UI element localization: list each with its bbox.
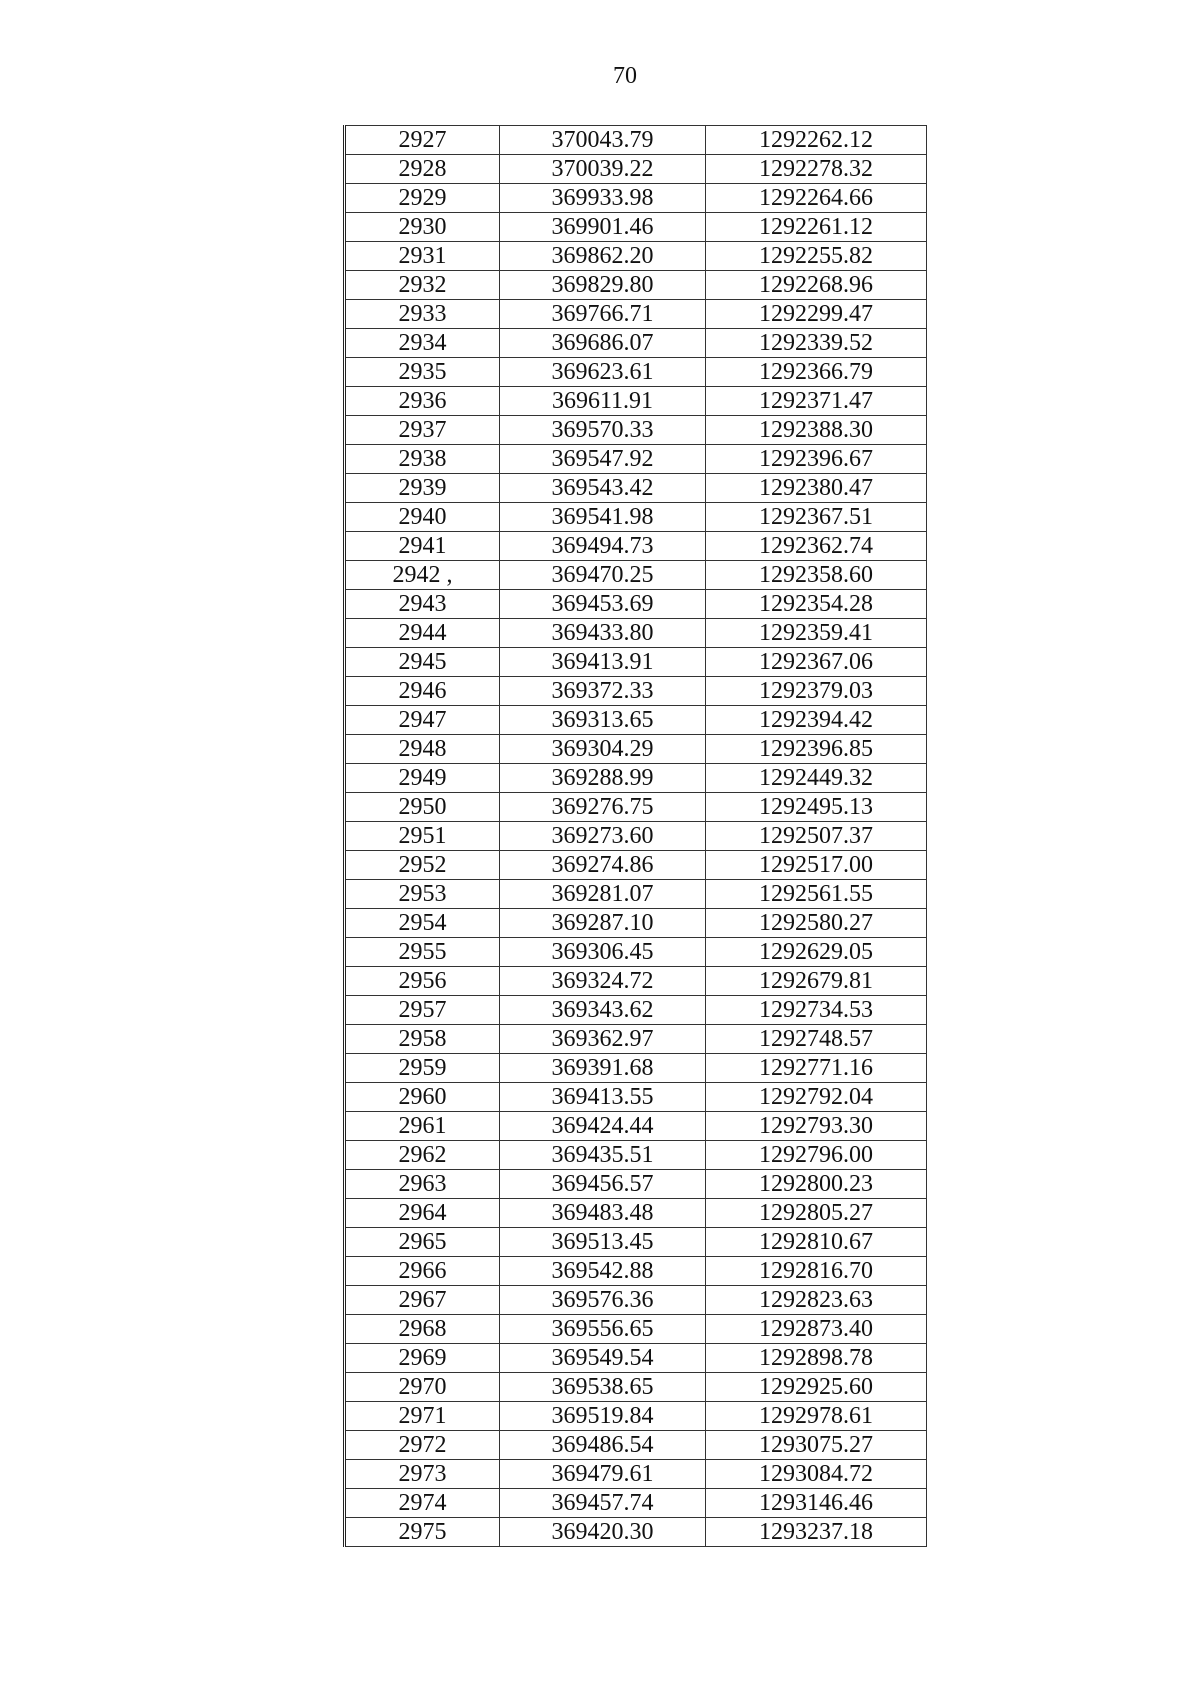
x-coordinate-cell: 369547.92 <box>500 445 706 474</box>
point-number-cell: 2933 <box>345 300 500 329</box>
y-coordinate-cell: 1292823.63 <box>706 1286 927 1315</box>
table-row <box>345 938 927 967</box>
point-number-cell: 2970 <box>345 1373 500 1402</box>
point-number-cell: 2942 , <box>345 561 500 590</box>
y-coordinate-cell: 1292734.53 <box>706 996 927 1025</box>
table-row <box>345 387 927 416</box>
point-number-cell: 2945 <box>345 648 500 677</box>
x-coordinate-cell: 369420.30 <box>500 1518 706 1547</box>
y-coordinate-cell: 1292366.79 <box>706 358 927 387</box>
y-coordinate-cell: 1292268.96 <box>706 271 927 300</box>
y-coordinate-cell: 1292771.16 <box>706 1054 927 1083</box>
point-number-cell: 2960 <box>345 1083 500 1112</box>
y-coordinate-cell: 1293075.27 <box>706 1431 927 1460</box>
point-number-cell: 2951 <box>345 822 500 851</box>
point-number-cell: 2953 <box>345 880 500 909</box>
x-coordinate-cell: 369479.61 <box>500 1460 706 1489</box>
table-row <box>345 1344 927 1373</box>
point-number-cell: 2943 <box>345 590 500 619</box>
y-coordinate-cell: 1292800.23 <box>706 1170 927 1199</box>
coordinates-table-body <box>345 126 927 1547</box>
y-coordinate-cell: 1292367.51 <box>706 503 927 532</box>
y-coordinate-cell: 1292264.66 <box>706 184 927 213</box>
x-coordinate-cell: 369362.97 <box>500 1025 706 1054</box>
y-coordinate-cell: 1292580.27 <box>706 909 927 938</box>
table-row <box>345 1170 927 1199</box>
point-number-cell: 2930 <box>345 213 500 242</box>
y-coordinate-cell: 1292278.32 <box>706 155 927 184</box>
table-row <box>345 764 927 793</box>
x-coordinate-cell: 369541.98 <box>500 503 706 532</box>
table-row <box>345 1112 927 1141</box>
y-coordinate-cell: 1292261.12 <box>706 213 927 242</box>
point-number-cell: 2974 <box>345 1489 500 1518</box>
point-number-cell: 2967 <box>345 1286 500 1315</box>
point-number-cell: 2957 <box>345 996 500 1025</box>
x-coordinate-cell: 369686.07 <box>500 329 706 358</box>
table-row <box>345 1286 927 1315</box>
table-row <box>345 996 927 1025</box>
point-number-cell: 2973 <box>345 1460 500 1489</box>
x-coordinate-cell: 369324.72 <box>500 967 706 996</box>
table-row <box>345 619 927 648</box>
table-row <box>345 474 927 503</box>
point-number-cell: 2969 <box>345 1344 500 1373</box>
point-number-cell: 2939 <box>345 474 500 503</box>
x-coordinate-cell: 369306.45 <box>500 938 706 967</box>
table-row <box>345 851 927 880</box>
x-coordinate-cell: 369862.20 <box>500 242 706 271</box>
table-row <box>345 735 927 764</box>
x-coordinate-cell: 369556.65 <box>500 1315 706 1344</box>
point-number-cell: 2972 <box>345 1431 500 1460</box>
y-coordinate-cell: 1292339.52 <box>706 329 927 358</box>
table-row <box>345 1054 927 1083</box>
point-number-cell: 2975 <box>345 1518 500 1547</box>
y-coordinate-cell: 1292449.32 <box>706 764 927 793</box>
x-coordinate-cell: 369273.60 <box>500 822 706 851</box>
table-row <box>345 184 927 213</box>
point-number-cell: 2938 <box>345 445 500 474</box>
table-row <box>345 1228 927 1257</box>
table-row <box>345 213 927 242</box>
x-coordinate-cell: 370043.79 <box>500 126 706 155</box>
point-number-cell: 2952 <box>345 851 500 880</box>
y-coordinate-cell: 1292925.60 <box>706 1373 927 1402</box>
x-coordinate-cell: 369538.65 <box>500 1373 706 1402</box>
y-coordinate-cell: 1292358.60 <box>706 561 927 590</box>
point-number-cell: 2928 <box>345 155 500 184</box>
y-coordinate-cell: 1292255.82 <box>706 242 927 271</box>
x-coordinate-cell: 369274.86 <box>500 851 706 880</box>
table-row <box>345 445 927 474</box>
x-coordinate-cell: 369424.44 <box>500 1112 706 1141</box>
y-coordinate-cell: 1292679.81 <box>706 967 927 996</box>
point-number-cell: 2950 <box>345 793 500 822</box>
table-row <box>345 271 927 300</box>
y-coordinate-cell: 1292367.06 <box>706 648 927 677</box>
point-number-cell: 2954 <box>345 909 500 938</box>
point-number-cell: 2929 <box>345 184 500 213</box>
table-row <box>345 1199 927 1228</box>
table-row <box>345 1460 927 1489</box>
point-number-cell: 2948 <box>345 735 500 764</box>
y-coordinate-cell: 1292748.57 <box>706 1025 927 1054</box>
table-row <box>345 1025 927 1054</box>
x-coordinate-cell: 369281.07 <box>500 880 706 909</box>
x-coordinate-cell: 369456.57 <box>500 1170 706 1199</box>
x-coordinate-cell: 369549.54 <box>500 1344 706 1373</box>
y-coordinate-cell: 1292873.40 <box>706 1315 927 1344</box>
x-coordinate-cell: 369413.91 <box>500 648 706 677</box>
y-coordinate-cell: 1292396.85 <box>706 735 927 764</box>
point-number-cell: 2934 <box>345 329 500 358</box>
x-coordinate-cell: 369829.80 <box>500 271 706 300</box>
x-coordinate-cell: 369288.99 <box>500 764 706 793</box>
y-coordinate-cell: 1292507.37 <box>706 822 927 851</box>
point-number-cell: 2937 <box>345 416 500 445</box>
table-row <box>345 648 927 677</box>
y-coordinate-cell: 1292354.28 <box>706 590 927 619</box>
y-coordinate-cell: 1292793.30 <box>706 1112 927 1141</box>
y-coordinate-cell: 1292380.47 <box>706 474 927 503</box>
y-coordinate-cell: 1292810.67 <box>706 1228 927 1257</box>
x-coordinate-cell: 369435.51 <box>500 1141 706 1170</box>
table-row <box>345 358 927 387</box>
table-row <box>345 677 927 706</box>
y-coordinate-cell: 1292629.05 <box>706 938 927 967</box>
table-row <box>345 909 927 938</box>
y-coordinate-cell: 1292379.03 <box>706 677 927 706</box>
y-coordinate-cell: 1292396.67 <box>706 445 927 474</box>
point-number-cell: 2944 <box>345 619 500 648</box>
x-coordinate-cell: 369457.74 <box>500 1489 706 1518</box>
x-coordinate-cell: 369933.98 <box>500 184 706 213</box>
table-row <box>345 706 927 735</box>
x-coordinate-cell: 369287.10 <box>500 909 706 938</box>
table-row <box>345 155 927 184</box>
y-coordinate-cell: 1292362.74 <box>706 532 927 561</box>
y-coordinate-cell: 1292299.47 <box>706 300 927 329</box>
y-coordinate-cell: 1292792.04 <box>706 1083 927 1112</box>
y-coordinate-cell: 1292561.55 <box>706 880 927 909</box>
table-row <box>345 1431 927 1460</box>
table-row <box>345 1373 927 1402</box>
y-coordinate-cell: 1292898.78 <box>706 1344 927 1373</box>
table-row <box>345 880 927 909</box>
x-coordinate-cell: 369542.88 <box>500 1257 706 1286</box>
x-coordinate-cell: 369901.46 <box>500 213 706 242</box>
y-coordinate-cell: 1292394.42 <box>706 706 927 735</box>
x-coordinate-cell: 369611.91 <box>500 387 706 416</box>
x-coordinate-cell: 369453.69 <box>500 590 706 619</box>
coordinates-table <box>343 125 927 1547</box>
table-row <box>345 561 927 590</box>
table-row <box>345 329 927 358</box>
point-number-cell: 2959 <box>345 1054 500 1083</box>
table-row <box>345 532 927 561</box>
table-row <box>345 503 927 532</box>
page-number: 70 <box>613 63 637 89</box>
y-coordinate-cell: 1292978.61 <box>706 1402 927 1431</box>
point-number-cell: 2956 <box>345 967 500 996</box>
table-row <box>345 1315 927 1344</box>
point-number-cell: 2971 <box>345 1402 500 1431</box>
point-number-cell: 2968 <box>345 1315 500 1344</box>
x-coordinate-cell: 369623.61 <box>500 358 706 387</box>
table-row <box>345 1083 927 1112</box>
table-row <box>345 590 927 619</box>
x-coordinate-cell: 369391.68 <box>500 1054 706 1083</box>
y-coordinate-cell: 1293237.18 <box>706 1518 927 1547</box>
x-coordinate-cell: 369766.71 <box>500 300 706 329</box>
y-coordinate-cell: 1293084.72 <box>706 1460 927 1489</box>
y-coordinate-cell: 1292262.12 <box>706 126 927 155</box>
point-number-cell: 2935 <box>345 358 500 387</box>
point-number-cell: 2946 <box>345 677 500 706</box>
table-row <box>345 1402 927 1431</box>
x-coordinate-cell: 369494.73 <box>500 532 706 561</box>
point-number-cell: 2931 <box>345 242 500 271</box>
x-coordinate-cell: 369433.80 <box>500 619 706 648</box>
y-coordinate-cell: 1292805.27 <box>706 1199 927 1228</box>
y-coordinate-cell: 1292517.00 <box>706 851 927 880</box>
y-coordinate-cell: 1292796.00 <box>706 1141 927 1170</box>
table-row <box>345 126 927 155</box>
point-number-cell: 2927 <box>345 126 500 155</box>
point-number-cell: 2966 <box>345 1257 500 1286</box>
x-coordinate-cell: 369576.36 <box>500 1286 706 1315</box>
table-row <box>345 967 927 996</box>
y-coordinate-cell: 1292359.41 <box>706 619 927 648</box>
point-number-cell: 2949 <box>345 764 500 793</box>
point-number-cell: 2955 <box>345 938 500 967</box>
point-number-cell: 2964 <box>345 1199 500 1228</box>
point-number-cell: 2936 <box>345 387 500 416</box>
point-number-cell: 2962 <box>345 1141 500 1170</box>
x-coordinate-cell: 369276.75 <box>500 793 706 822</box>
y-coordinate-cell: 1293146.46 <box>706 1489 927 1518</box>
x-coordinate-cell: 369570.33 <box>500 416 706 445</box>
table-row <box>345 300 927 329</box>
table-row <box>345 242 927 271</box>
point-number-cell: 2961 <box>345 1112 500 1141</box>
y-coordinate-cell: 1292388.30 <box>706 416 927 445</box>
x-coordinate-cell: 369372.33 <box>500 677 706 706</box>
x-coordinate-cell: 369413.55 <box>500 1083 706 1112</box>
x-coordinate-cell: 369313.65 <box>500 706 706 735</box>
table-row <box>345 1257 927 1286</box>
point-number-cell: 2963 <box>345 1170 500 1199</box>
x-coordinate-cell: 369470.25 <box>500 561 706 590</box>
x-coordinate-cell: 369543.42 <box>500 474 706 503</box>
x-coordinate-cell: 369304.29 <box>500 735 706 764</box>
x-coordinate-cell: 370039.22 <box>500 155 706 184</box>
point-number-cell: 2940 <box>345 503 500 532</box>
table-row <box>345 1518 927 1547</box>
x-coordinate-cell: 369343.62 <box>500 996 706 1025</box>
table-row <box>345 1141 927 1170</box>
point-number-cell: 2947 <box>345 706 500 735</box>
x-coordinate-cell: 369519.84 <box>500 1402 706 1431</box>
x-coordinate-cell: 369513.45 <box>500 1228 706 1257</box>
point-number-cell: 2965 <box>345 1228 500 1257</box>
table-row <box>345 1489 927 1518</box>
x-coordinate-cell: 369483.48 <box>500 1199 706 1228</box>
point-number-cell: 2932 <box>345 271 500 300</box>
point-number-cell: 2958 <box>345 1025 500 1054</box>
y-coordinate-cell: 1292371.47 <box>706 387 927 416</box>
table-row <box>345 793 927 822</box>
table-row <box>345 416 927 445</box>
point-number-cell: 2941 <box>345 532 500 561</box>
table-row <box>345 822 927 851</box>
x-coordinate-cell: 369486.54 <box>500 1431 706 1460</box>
y-coordinate-cell: 1292816.70 <box>706 1257 927 1286</box>
y-coordinate-cell: 1292495.13 <box>706 793 927 822</box>
